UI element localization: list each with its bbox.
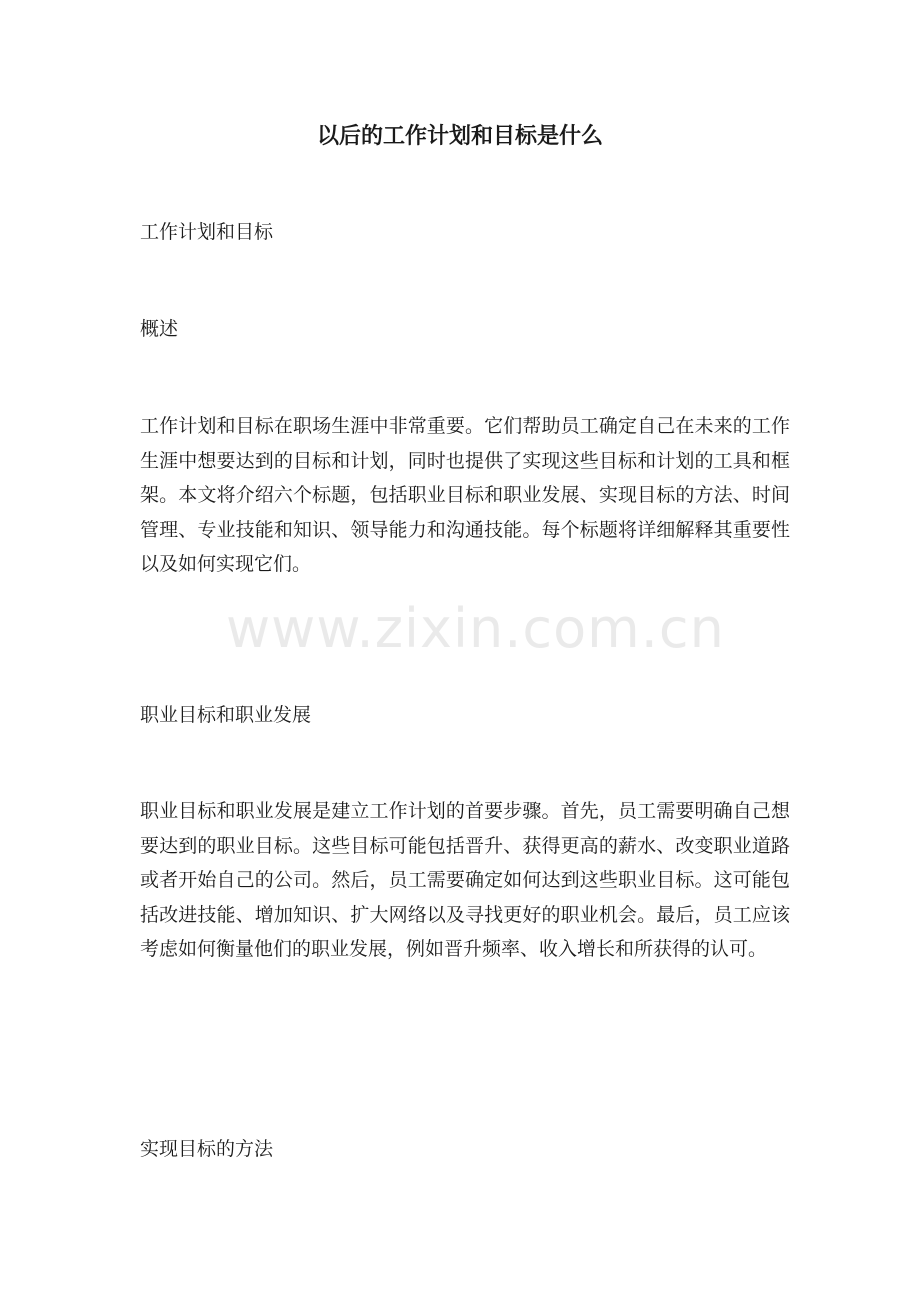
section-heading-methods: 实现目标的方法 <box>140 1138 274 1160</box>
section-heading-overview: 概述 <box>140 318 179 340</box>
section-heading-career-goals: 职业目标和职业发展 <box>140 704 312 726</box>
document-title: 以后的工作计划和目标是什么 <box>316 123 603 149</box>
section-heading-plan-and-goals: 工作计划和目标 <box>140 221 274 243</box>
watermark: www.zixin.com.cn <box>226 597 725 660</box>
paragraph-career-goals: 职业目标和职业发展是建立工作计划的首要步骤。首先，员工需要明确自己想要达到的职业目标。这些目标可能包括晋升、获得更高的薪水、改变职业道路或者开始自己的公司。然后，员工需要确定如何达到这些职业目标。这可能包括改进技能、增加知识、扩大网络以及寻找更好的职业机会。最后，员工应该考虑如何衡量他们的职业发展，例如晋升频率、收入增长和所获得的认可。 <box>140 800 790 961</box>
paragraph-overview: 工作计划和目标在职场生涯中非常重要。它们帮助员工确定自己在未来的工作生涯中想要达到的目标和计划，同时也提供了实现这些目标和计划的工具和框架。本文将介绍六个标题，包括职业目标和职业发展、实现目标的方法、时间管理、专业技能和知识、领导能力和沟通技能。每个标题将详细解释其重要性以及如何实现它们。 <box>140 415 790 576</box>
